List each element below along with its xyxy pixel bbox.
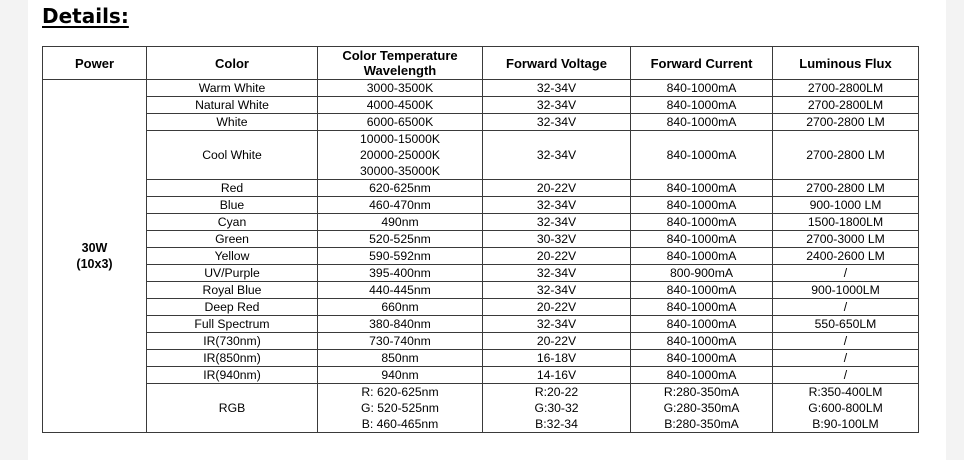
color-cell: Yellow bbox=[147, 248, 318, 265]
current-cell bbox=[631, 131, 773, 180]
wavelength-cell-line: 660nm bbox=[381, 300, 419, 314]
wavelength-cell bbox=[318, 367, 483, 384]
flux-cell-line: 2700-2800 LM bbox=[806, 181, 885, 195]
page-title: Details: bbox=[42, 4, 129, 28]
wavelength-cell-line: 395-400nm bbox=[369, 266, 431, 280]
wavelength-cell bbox=[318, 214, 483, 231]
header-forward-voltage: Forward Voltage bbox=[483, 47, 631, 80]
current-cell-line: 840-1000mA bbox=[666, 215, 737, 229]
current-cell-line: 840-1000mA bbox=[666, 368, 737, 382]
current-cell-line: 840-1000mA bbox=[666, 115, 737, 129]
wavelength-cell-line: 460-470nm bbox=[369, 198, 431, 212]
wavelength-cell bbox=[318, 114, 483, 131]
current-cell bbox=[631, 333, 773, 350]
flux-cell-line: / bbox=[843, 266, 848, 280]
wavelength-cell-line: 6000-6500K bbox=[366, 115, 434, 129]
voltage-cell-line: 32-34V bbox=[536, 266, 577, 280]
voltage-cell bbox=[483, 197, 631, 214]
wavelength-cell-line: R: 620-625nm bbox=[361, 385, 439, 399]
header-forward-current: Forward Current bbox=[631, 47, 773, 80]
current-cell bbox=[631, 350, 773, 367]
table-row bbox=[43, 367, 919, 384]
flux-cell-line: / bbox=[843, 334, 848, 348]
current-cell-line: 840-1000mA bbox=[666, 148, 737, 162]
flux-cell-line: 900-1000LM bbox=[811, 283, 880, 297]
current-cell bbox=[631, 265, 773, 282]
current-cell-line: 840-1000mA bbox=[666, 232, 737, 246]
voltage-cell bbox=[483, 114, 631, 131]
wavelength-cell bbox=[318, 350, 483, 367]
voltage-cell bbox=[483, 367, 631, 384]
table-row bbox=[43, 299, 919, 316]
voltage-cell bbox=[483, 80, 631, 97]
color-cell: Blue bbox=[147, 197, 318, 214]
color-cell: Red bbox=[147, 180, 318, 197]
header-luminous-flux: Luminous Flux bbox=[773, 47, 919, 80]
current-cell-line: 840-1000mA bbox=[666, 81, 737, 95]
flux-cell bbox=[773, 316, 919, 333]
wavelength-cell-line: 20000-25000K bbox=[360, 148, 440, 162]
current-cell bbox=[631, 299, 773, 316]
wavelength-cell-line: 30000-35000K bbox=[360, 164, 440, 178]
power-config: (10x3) bbox=[76, 257, 113, 271]
flux-cell-line: / bbox=[843, 300, 848, 314]
current-cell bbox=[631, 248, 773, 265]
voltage-cell bbox=[483, 231, 631, 248]
flux-cell bbox=[773, 367, 919, 384]
voltage-cell-line: 14-16V bbox=[536, 368, 577, 382]
voltage-cell bbox=[483, 180, 631, 197]
current-cell-line: G:280-350mA bbox=[663, 401, 740, 415]
wavelength-cell bbox=[318, 97, 483, 114]
voltage-cell-line: 20-22V bbox=[536, 249, 577, 263]
flux-cell-line: 2700-2800 LM bbox=[806, 115, 885, 129]
flux-cell-line: 900-1000 LM bbox=[809, 198, 882, 212]
voltage-cell-line: 32-34V bbox=[536, 317, 577, 331]
voltage-cell bbox=[483, 299, 631, 316]
color-cell: Cool White bbox=[147, 131, 318, 180]
wavelength-cell-line: 490nm bbox=[381, 215, 419, 229]
wavelength-cell bbox=[318, 282, 483, 299]
header-ct-line1: Color Temperature bbox=[342, 48, 458, 63]
current-cell bbox=[631, 197, 773, 214]
wavelength-cell-line: B: 460-465nm bbox=[361, 417, 439, 431]
current-cell-line: 840-1000mA bbox=[666, 334, 737, 348]
flux-cell-line: 1500-1800LM bbox=[807, 215, 884, 229]
current-cell bbox=[631, 384, 773, 433]
table-row bbox=[43, 350, 919, 367]
table-row bbox=[43, 316, 919, 333]
flux-cell bbox=[773, 80, 919, 97]
color-cell: RGB bbox=[147, 384, 318, 433]
header-color: Color bbox=[147, 47, 318, 80]
color-cell: IR(730nm) bbox=[147, 333, 318, 350]
flux-cell-line: / bbox=[843, 351, 848, 365]
current-cell-line: B:280-350mA bbox=[664, 417, 739, 431]
table-row bbox=[43, 384, 919, 433]
wavelength-cell-line: 520-525nm bbox=[369, 232, 431, 246]
voltage-cell bbox=[483, 265, 631, 282]
current-cell bbox=[631, 214, 773, 231]
header-power: Power bbox=[43, 47, 147, 80]
table-row bbox=[43, 80, 919, 97]
table-row bbox=[43, 231, 919, 248]
wavelength-cell bbox=[318, 231, 483, 248]
flux-cell bbox=[773, 131, 919, 180]
voltage-cell bbox=[483, 316, 631, 333]
color-cell: UV/Purple bbox=[147, 265, 318, 282]
flux-cell bbox=[773, 265, 919, 282]
header-color-temperature bbox=[318, 47, 483, 80]
flux-cell bbox=[773, 97, 919, 114]
current-cell bbox=[631, 80, 773, 97]
flux-cell bbox=[773, 248, 919, 265]
flux-cell-line: R:350-400LM bbox=[808, 385, 883, 399]
voltage-cell-line: 20-22V bbox=[536, 300, 577, 314]
current-cell bbox=[631, 316, 773, 333]
voltage-cell-line: 20-22V bbox=[536, 181, 577, 195]
flux-cell-line: 2700-2800LM bbox=[807, 98, 884, 112]
wavelength-cell bbox=[318, 180, 483, 197]
wavelength-cell bbox=[318, 80, 483, 97]
color-cell: Royal Blue bbox=[147, 282, 318, 299]
current-cell-line: R:280-350mA bbox=[663, 385, 740, 399]
current-cell-line: 840-1000mA bbox=[666, 198, 737, 212]
table-row bbox=[43, 114, 919, 131]
flux-cell bbox=[773, 180, 919, 197]
wavelength-cell-line: 10000-15000K bbox=[360, 132, 440, 146]
table-row bbox=[43, 282, 919, 299]
flux-cell-line: G:600-800LM bbox=[808, 401, 883, 415]
current-cell-line: 840-1000mA bbox=[666, 98, 737, 112]
voltage-cell bbox=[483, 97, 631, 114]
voltage-cell-line: 32-34V bbox=[536, 115, 577, 129]
table-row bbox=[43, 197, 919, 214]
flux-cell-line: B:90-100LM bbox=[812, 417, 879, 431]
wavelength-cell bbox=[318, 265, 483, 282]
wavelength-cell-line: 440-445nm bbox=[369, 283, 431, 297]
wavelength-cell-line: 4000-4500K bbox=[366, 98, 434, 112]
flux-cell bbox=[773, 299, 919, 316]
current-cell bbox=[631, 97, 773, 114]
current-cell-line: 800-900mA bbox=[669, 266, 733, 280]
current-cell-line: 840-1000mA bbox=[666, 317, 737, 331]
voltage-cell bbox=[483, 333, 631, 350]
wavelength-cell-line: 730-740nm bbox=[369, 334, 431, 348]
flux-cell-line: 550-650LM bbox=[814, 317, 877, 331]
color-cell: IR(940nm) bbox=[147, 367, 318, 384]
color-cell: White bbox=[147, 114, 318, 131]
voltage-cell bbox=[483, 350, 631, 367]
power-value: 30W bbox=[81, 241, 108, 255]
current-cell-line: 840-1000mA bbox=[666, 181, 737, 195]
voltage-cell-line: R:20-22 bbox=[534, 385, 579, 399]
wavelength-cell bbox=[318, 299, 483, 316]
color-cell: IR(850nm) bbox=[147, 350, 318, 367]
current-cell bbox=[631, 180, 773, 197]
flux-cell bbox=[773, 333, 919, 350]
voltage-cell-line: 32-34V bbox=[536, 98, 577, 112]
voltage-cell-line: 20-22V bbox=[536, 334, 577, 348]
header-ct-line2: Wavelength bbox=[363, 63, 437, 78]
wavelength-cell bbox=[318, 316, 483, 333]
voltage-cell-line: 32-34V bbox=[536, 148, 577, 162]
wavelength-cell bbox=[318, 384, 483, 433]
current-cell bbox=[631, 282, 773, 299]
table-row bbox=[43, 131, 919, 180]
wavelength-cell-line: 590-592nm bbox=[369, 249, 431, 263]
current-cell bbox=[631, 231, 773, 248]
current-cell-line: 840-1000mA bbox=[666, 249, 737, 263]
color-cell: Cyan bbox=[147, 214, 318, 231]
wavelength-cell bbox=[318, 248, 483, 265]
flux-cell-line: 2700-2800LM bbox=[807, 81, 884, 95]
wavelength-cell-line: 3000-3500K bbox=[366, 81, 434, 95]
table-body bbox=[43, 80, 919, 433]
wavelength-cell bbox=[318, 197, 483, 214]
flux-cell-line: 2700-2800 LM bbox=[806, 148, 885, 162]
flux-cell-line: / bbox=[843, 368, 848, 382]
flux-cell bbox=[773, 350, 919, 367]
wavelength-cell bbox=[318, 333, 483, 350]
current-cell bbox=[631, 114, 773, 131]
color-cell: Natural White bbox=[147, 97, 318, 114]
flux-cell bbox=[773, 384, 919, 433]
table-row bbox=[43, 214, 919, 231]
flux-cell-line: 2700-3000 LM bbox=[806, 232, 885, 246]
current-cell-line: 840-1000mA bbox=[666, 300, 737, 314]
current-cell-line: 840-1000mA bbox=[666, 351, 737, 365]
power-cell bbox=[43, 80, 147, 433]
voltage-cell-line: 32-34V bbox=[536, 81, 577, 95]
voltage-cell-line: 32-34V bbox=[536, 215, 577, 229]
flux-cell bbox=[773, 197, 919, 214]
voltage-cell-line: G:30-32 bbox=[534, 401, 579, 415]
table-row bbox=[43, 97, 919, 114]
voltage-cell bbox=[483, 282, 631, 299]
voltage-cell bbox=[483, 248, 631, 265]
voltage-cell bbox=[483, 131, 631, 180]
flux-cell bbox=[773, 282, 919, 299]
flux-cell bbox=[773, 231, 919, 248]
table-row bbox=[43, 248, 919, 265]
voltage-cell-line: B:32-34 bbox=[535, 417, 578, 431]
voltage-cell-line: 32-34V bbox=[536, 283, 577, 297]
voltage-cell bbox=[483, 214, 631, 231]
color-cell: Warm White bbox=[147, 80, 318, 97]
wavelength-cell-line: 940nm bbox=[381, 368, 419, 382]
wavelength-cell-line: 620-625nm bbox=[369, 181, 431, 195]
flux-cell bbox=[773, 214, 919, 231]
voltage-cell bbox=[483, 384, 631, 433]
voltage-cell-line: 16-18V bbox=[536, 351, 577, 365]
color-cell: Deep Red bbox=[147, 299, 318, 316]
wavelength-cell-line: 380-840nm bbox=[369, 317, 431, 331]
specs-table bbox=[42, 46, 919, 433]
wavelength-cell-line: G: 520-525nm bbox=[361, 401, 439, 415]
table-header-row bbox=[43, 47, 919, 80]
flux-cell bbox=[773, 114, 919, 131]
wavelength-cell-line: 850nm bbox=[381, 351, 419, 365]
table-row bbox=[43, 333, 919, 350]
voltage-cell-line: 32-34V bbox=[536, 198, 577, 212]
current-cell-line: 840-1000mA bbox=[666, 283, 737, 297]
table-row bbox=[43, 265, 919, 282]
wavelength-cell bbox=[318, 131, 483, 180]
color-cell: Green bbox=[147, 231, 318, 248]
table-row bbox=[43, 180, 919, 197]
color-cell: Full Spectrum bbox=[147, 316, 318, 333]
current-cell bbox=[631, 367, 773, 384]
voltage-cell-line: 30-32V bbox=[536, 232, 577, 246]
flux-cell-line: 2400-2600 LM bbox=[806, 249, 885, 263]
